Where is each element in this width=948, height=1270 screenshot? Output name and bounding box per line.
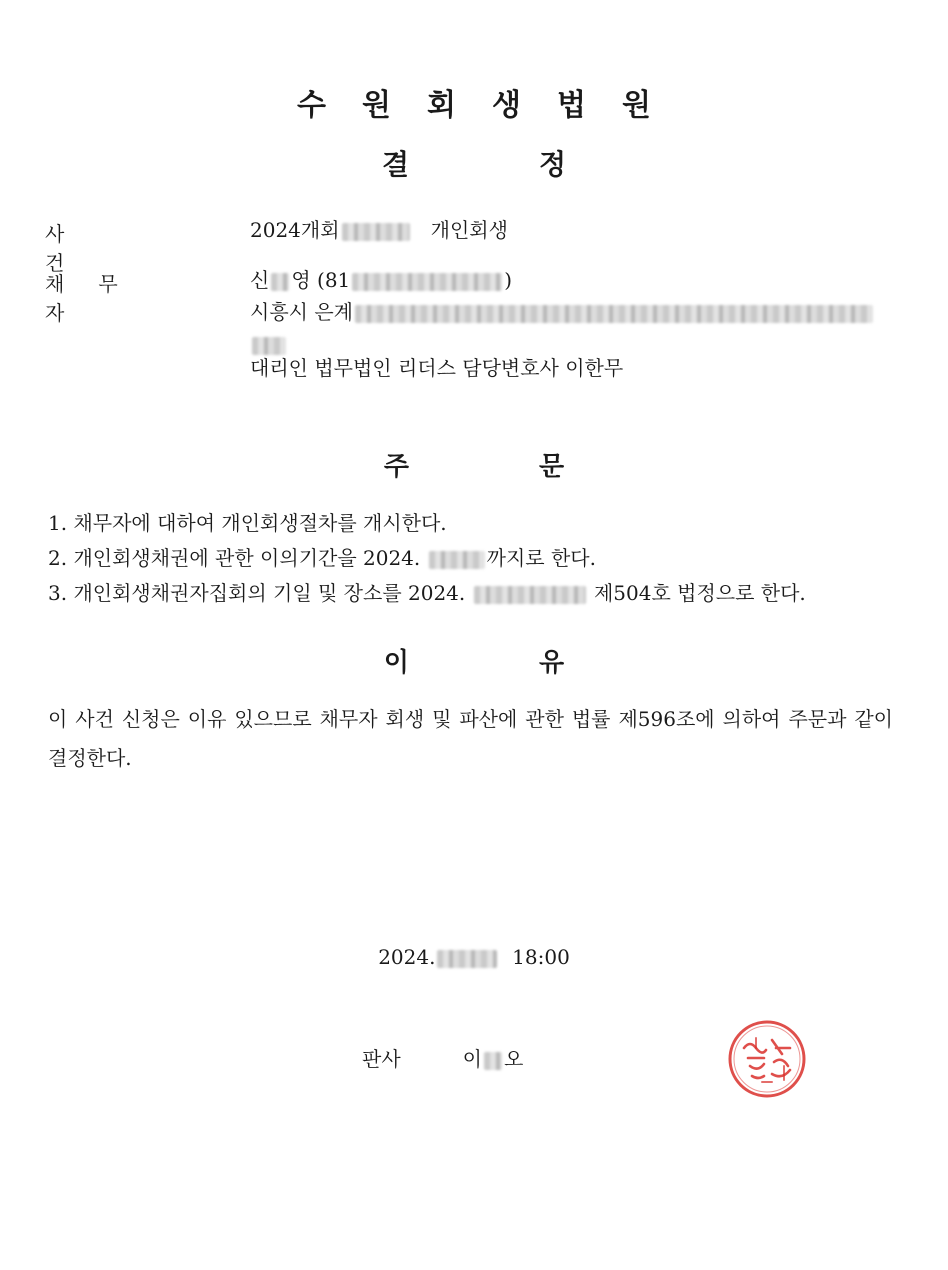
order-heading-right: 문 [539,452,565,482]
reason-heading [0,642,948,679]
debtor-address-line [250,296,875,328]
decision-year: 2024. [378,945,436,969]
redacted-judge-name [484,1052,502,1070]
debtor-address-line-2 [250,328,875,352]
order-heading [0,446,948,483]
reason-heading-left: 이 [383,648,409,678]
document-title-right: 정 [539,148,567,181]
debtor-id-prefix: (81 [317,268,351,292]
redacted-name [271,273,289,291]
judge-title: 판사 [362,1047,401,1071]
redacted-datetime [474,586,586,604]
judge-name-last: 오 [503,1047,524,1071]
debtor-name-first: 신 [250,268,270,292]
redacted-id [352,273,502,291]
order-item-3 [48,576,908,611]
redacted-month-day [437,950,497,968]
debtor-label-text: 채무자 [45,272,152,325]
reason-heading-right: 유 [539,648,565,678]
debtor-name-last: 영 [291,268,311,292]
decision-time: 18:00 [512,945,570,969]
order-item-text: 채무자에 대하여 개인회생절차를 개시한다. [73,511,447,535]
decision-date [0,945,948,969]
redacted-date [429,551,485,569]
order-item-text-after: 제504호 법정으로 한다. [593,581,806,605]
order-item-1 [48,506,908,541]
debtor-label [45,268,175,326]
debtor-value [250,264,875,384]
court-name: 수원회생법원 [297,88,687,123]
reason-text: 이 사건 신청은 이유 있으므로 채무자 회생 및 파산에 관한 법률 제596조에 의하여 주문과 같이 결정한다. [48,707,893,770]
debtor-name-line [250,264,875,296]
order-item-text: 개인회생채권에 관한 이의기간을 2024. [73,546,421,570]
order-item-2 [48,541,908,576]
case-type: 개인회생 [430,218,508,242]
order-item-text: 개인회생채권자집회의 기일 및 장소를 2024. [73,581,466,605]
document-title-left: 결 [381,148,409,181]
order-item-number: 3. [48,581,68,605]
order-heading-left: 주 [383,452,409,482]
debtor-id-suffix: ) [504,268,513,292]
redacted-address-cont [252,337,286,355]
order-item-number: 1. [48,511,68,535]
case-value [250,214,508,246]
case-number-prefix: 2024개회 [250,218,340,242]
judge-seal-stamp [726,1018,808,1100]
debtor-address-prefix: 시흥시 은계 [250,300,353,324]
document-title [0,143,948,183]
judge-name-first: 이 [462,1047,482,1071]
redacted-address [355,305,873,323]
redacted-case-number [342,223,410,241]
order-list [48,506,908,611]
case-label-text: 사건 [45,222,151,275]
debtor-agent: 대리인 법무법인 리더스 담당변호사 이한무 [250,356,624,380]
order-item-text-after: 까지로 한다. [486,546,596,570]
order-item-number: 2. [48,546,68,570]
judge-signature-line [362,1043,523,1072]
